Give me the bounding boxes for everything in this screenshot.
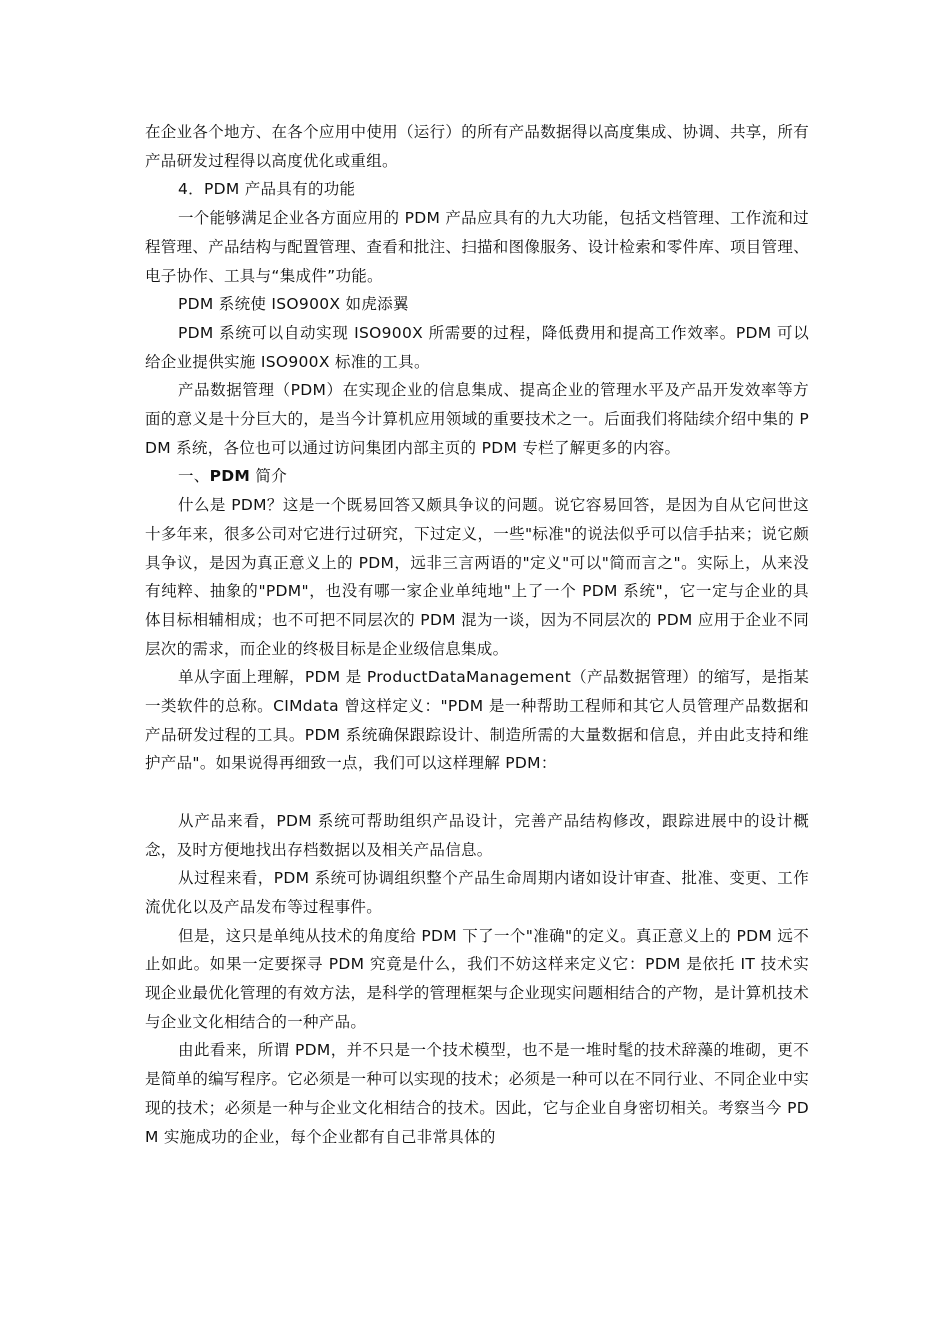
section-heading-suffix: 简介 [250, 467, 287, 486]
paragraph-what-is-pdm: 什么是 PDM？这是一个既易回答又颇具争议的问题。说它容易回答，是因为自从它问世这十多年来，很多公司对它进行过研究，下过定义，一些"标准"的说法似乎可以信手拈来；说它颇具争议，是因为真正意义上的 PDM，远非三言两语的"定义"可以"简而言之"。实际上，从来没有纯粹、抽象的"PDM"，也没有哪一家企业单纯地"上了一个 PDM 系统"，它一定与企业的具体目标相辅相成；也不可把不同层次的 PDM 混为一谈，因为不同层次的 PDM 应用于企业不同层次的需求，而企业的终极目标是企业级信息集成。 [145, 496, 809, 658]
blank-line [145, 778, 809, 807]
heading-pdm-functions: 4．PDM 产品具有的功能 [178, 180, 356, 199]
paragraph-literal-meaning: 单从字面上理解，PDM 是 ProductDataManagement（产品数据管理）的缩写，是指某一类软件的总称。CIMdata 曾这样定义："PDM 是一种帮助工程师和其它人员管理产品数据和产品研发过程的工具。PDM 系统确保跟踪设计、制造所需的大量数据和信息，并由此支持和维护产品"。如果说得再细致一点，我们可以这样理解 PDM： [145, 668, 809, 773]
paragraph-pdm-significance: 产品数据管理（PDM）在实现企业的信息集成、提高企业的管理水平及产品开发效率等方面的意义是十分巨大的，是当今计算机应用领域的重要技术之一。后面我们将陆续介绍中集的 PDM 系统，各位也可以通过访问集团内部主页的 PDM 专栏了解更多的内容。 [145, 381, 809, 457]
paragraph-iso900x: PDM 系统可以自动实现 ISO900X 所需要的过程，降低费用和提高工作效率。PDM 可以给企业提供实施 ISO900X 标准的工具。 [145, 323, 809, 371]
section-heading-title: PDM [209, 467, 251, 486]
document-body [145, 118, 809, 1151]
paragraph-product-view: 从产品来看，PDM 系统可帮助组织产品设计，完善产品结构修改，跟踪进展中的设计概念，及时方便地找出存档数据以及相关产品信息。 [145, 811, 809, 859]
paragraph-conclusion: 由此看来，所谓 PDM，并不只是一个技术模型，也不是一堆时髦的技术辞藻的堆砌，更不是简单的编写程序。它必须是一种可以实现的技术；必须是一种可以在不同行业、不同企业中实现的技术；必须是一种与企业文化相结合的技术。因此，它与企业自身密切相关。考察当今 PDM 实施成功的企业，每个企业都有自己非常具体的 [145, 1041, 809, 1146]
section-heading-prefix: 一、 [178, 467, 210, 486]
paragraph-process-view: 从过程来看，PDM 系统可协调组织整个产品生命周期内诸如设计审查、批准、变更、工作流优化以及产品发布等过程事件。 [145, 869, 809, 916]
heading-iso900x: PDM 系统使 ISO900X 如虎添翼 [178, 295, 409, 314]
section-heading-pdm-intro [145, 462, 809, 491]
paragraph-nine-functions: 一个能够满足企业各方面应用的 PDM 产品应具有的九大功能，包括文档管理、工作流和过程管理、产品结构与配置管理、查看和批注、扫描和图像服务、设计检索和零件库、项目管理、电子协作、工具与“集成件”功能。 [145, 209, 809, 285]
paragraph-intro-continuation: 在企业各个地方、在各个应用中使用（运行）的所有产品数据得以高度集成、协调、共享，所有产品研发过程得以高度优化或重组。 [145, 123, 809, 170]
paragraph-true-meaning: 但是，这只是单纯从技术的角度给 PDM 下了一个"准确"的定义。真正意义上的 PDM 远不止如此。如果一定要探寻 PDM 究竟是什么，我们不妨这样来定义它：PDM 是依托 IT 技术实现企业最优化管理的有效方法，是科学的管理框架与企业现实问题相结合的产物，是计算机技术与企业文化相结合的一种产品。 [145, 926, 809, 1031]
